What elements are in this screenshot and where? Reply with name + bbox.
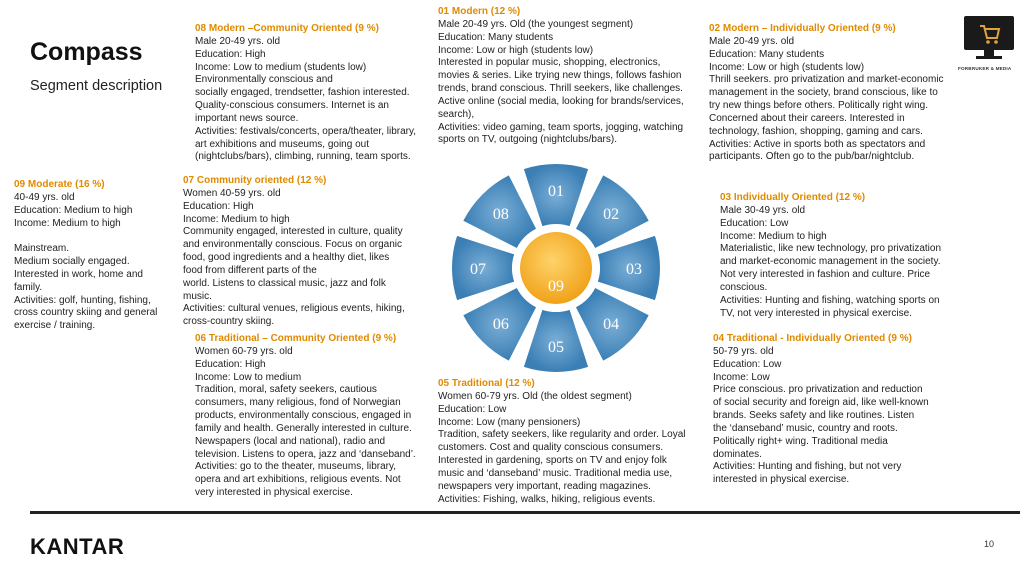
segment-line: Tradition, safety seekers, like regularity and order. Loyal xyxy=(438,429,686,441)
segment-line: newspapers very important, reading magazines. xyxy=(438,480,651,492)
segment-line: Active online (social media, looking for brands/services, xyxy=(438,95,684,107)
wheel-label-01: 01 xyxy=(548,183,564,200)
segment-line: Thrill seekers. pro privatization and market-economic xyxy=(709,74,944,86)
segment-line: Income: Low or high (students low) xyxy=(709,61,865,73)
segment-title: 09 Moderate (16 %) xyxy=(14,179,105,190)
footer-divider xyxy=(30,511,1020,514)
segment-line: 40-49 yrs. old xyxy=(14,191,75,203)
segment-line: Income: Low to medium (students low) xyxy=(195,61,367,73)
segment-line: Male 20-49 yrs. old xyxy=(195,35,281,47)
segment-line: Activities: Fishing, walks, hiking, religious events. xyxy=(438,493,656,505)
segment-01 xyxy=(438,6,684,147)
kantar-logo: KANTAR xyxy=(30,534,125,559)
segment-line: Activities: go to the theater, museums, library, xyxy=(195,461,397,473)
segment-line: Activities: festivals/concerts, opera/theater, library, xyxy=(195,125,417,137)
segment-line: Male 20-49 yrs. Old (the youngest segment) xyxy=(438,18,634,30)
segment-line: very interested in physical exercise. xyxy=(195,487,353,499)
segment-line: television. Listens to opera, jazz and ‘danseband’. xyxy=(195,448,416,460)
segment-title: 01 Modern (12 %) xyxy=(438,6,521,17)
segment-line: Tradition, moral, safety seekers, cautious xyxy=(195,384,377,396)
wheel-label-03: 03 xyxy=(626,261,642,278)
segment-line: and market-economic management in the society. xyxy=(720,256,941,268)
segment-line: music and ‘danseband’ music. Traditional media use, xyxy=(438,467,673,479)
segment-line: Activities: Active in sports both as spectators and xyxy=(709,138,926,150)
segment-title: 03 Individually Oriented (12 %) xyxy=(720,192,866,203)
segment-line: Quality-conscious consumers. Internet is an xyxy=(195,100,389,112)
segment-line: conscious. xyxy=(720,281,768,293)
segment-02 xyxy=(709,23,944,164)
segment-title: 05 Traditional (12 %) xyxy=(438,378,535,389)
segment-09 xyxy=(14,179,157,333)
segment-title: 04 Traditional - Individually Oriented (9 %) xyxy=(713,333,912,344)
segment-line: Community engaged, interested in culture, quality xyxy=(183,226,403,238)
compass-wheel xyxy=(448,160,664,376)
segment-line: Activities: cultural venues, religious events, hiking, xyxy=(183,303,405,315)
page-number: 10 xyxy=(984,539,995,549)
wheel-label-06: 06 xyxy=(492,316,509,334)
segment-line: products, environmentally conscious, engaged in xyxy=(195,410,412,422)
segment-line: TV, not very interested in physical exercise. xyxy=(720,307,912,319)
segment-line: food from different parts of the xyxy=(183,264,317,276)
segment-title: 08 Modern –Community Oriented (9 %) xyxy=(195,23,379,34)
segment-line: Price conscious. pro privatization and reduction xyxy=(713,384,923,396)
segment-line: of social security and foreign aid, like well-known xyxy=(713,397,929,409)
segment-line: Income: Medium to high xyxy=(183,213,290,225)
segment-line: Education: Medium to high xyxy=(14,204,133,216)
segment-line: Activities: Hunting and fishing, watching sports on xyxy=(720,294,940,306)
segment-03 xyxy=(720,192,941,320)
segment-line: Interested in gardening, sports on TV and enjoy folk xyxy=(438,455,667,467)
wheel-label-center: 09 xyxy=(548,278,564,295)
segment-line: Education: High xyxy=(195,48,266,60)
segment-line: search), xyxy=(438,108,475,120)
segment-line: Income: Medium to high xyxy=(14,217,121,229)
segment-line: Interested in work, home and xyxy=(14,268,143,280)
segment-line: management in the society, brand conscious, like to xyxy=(709,87,938,99)
segment-line: movies & series. Like trying new things, follows fashion xyxy=(438,70,682,82)
page-title: Compass xyxy=(30,38,143,66)
segment-line: and environmentally conscious. Focus on organic xyxy=(183,239,403,251)
segment-line: consumers, many religious, fond of Norwegian xyxy=(195,397,401,409)
segment-line: the ‘danseband’ music, country and roots. xyxy=(713,422,898,434)
segment-line: cross country skiing and general xyxy=(14,307,158,319)
segment-line: important news source. xyxy=(195,112,299,124)
wheel-label-07: 07 xyxy=(470,261,486,278)
wheel-label-08: 08 xyxy=(492,205,509,223)
segment-line: Education: High xyxy=(183,200,254,212)
segment-line: Interested in popular music, shopping, electronics, xyxy=(438,57,661,69)
segment-line: Education: High xyxy=(195,358,266,370)
segment-title: 06 Traditional – Community Oriented (9 %) xyxy=(195,333,397,344)
segment-line: interested in physical exercise. xyxy=(713,474,850,486)
segment-line: family. xyxy=(14,281,43,293)
segment-line: family and health. Generally interested in culture. xyxy=(195,422,412,434)
segment-line: Women 40-59 yrs. old xyxy=(183,187,281,199)
segment-08 xyxy=(195,23,416,164)
segment-line: Women 60-79 yrs. Old (the oldest segment) xyxy=(438,390,632,402)
segment-line: Income: Low (many pensioners) xyxy=(438,416,581,428)
segment-line: art exhibitions and museums, going out xyxy=(195,138,369,150)
segment-line: Mainstream. xyxy=(14,243,70,255)
segment-line: Income: Low or high (students low) xyxy=(438,44,594,56)
segment-06 xyxy=(195,333,416,500)
segment-line: Income: Low to medium xyxy=(195,371,302,383)
segment-line: exercise / training. xyxy=(14,320,96,332)
segment-line xyxy=(14,230,157,243)
segment-line: Activities: golf, hunting, fishing, xyxy=(14,294,151,306)
segment-line: Education: Low xyxy=(438,403,507,415)
segment-line: music. xyxy=(183,290,212,302)
segment-line: Income: Low xyxy=(713,371,770,383)
segment-line: Education: Many students xyxy=(438,31,554,43)
segment-line: try new things before others. Politically right wing. xyxy=(709,100,928,112)
segment-line: Not very interested in fashion and culture. Price xyxy=(720,269,931,281)
segment-line: (nightclubs/bars), climbing, running, team sports. xyxy=(195,151,411,163)
segment-line: trends, brand conscious. Thrill seekers, like challenges. xyxy=(438,83,683,95)
segment-line: Education: Many students xyxy=(709,48,825,60)
segment-line: Activities: video gaming, team sports, jogging, watching xyxy=(438,121,684,133)
wheel-label-04: 04 xyxy=(603,316,620,334)
segment-line: world. Listens to classical music, jazz and folk xyxy=(183,277,386,289)
segment-line: opera and art exhibitions, religious events. Not xyxy=(195,474,401,486)
segment-line: socially engaged, trendsetter, fashion interested. xyxy=(195,87,410,99)
segment-line: 50-79 yrs. old xyxy=(713,345,774,357)
brand-badge-label: FORBRUKER & MEDIA xyxy=(958,66,1012,71)
segment-line: Income: Medium to high xyxy=(720,230,827,242)
segment-line: Environmentally conscious and xyxy=(195,74,333,86)
segment-04 xyxy=(713,333,929,487)
page-subtitle: Segment description xyxy=(30,78,163,94)
wheel-label-05: 05 xyxy=(548,339,564,356)
monitor-icon xyxy=(964,16,1014,50)
segment-line: Activities: Hunting and fishing, but not very xyxy=(713,461,902,473)
segment-line: Education: Low xyxy=(713,358,782,370)
segment-line: dominates. xyxy=(713,448,762,460)
segment-line: Materialistic, like new technology, pro privatization xyxy=(720,243,942,255)
segment-title: 07 Community oriented (12 %) xyxy=(183,175,327,186)
segment-line: customers. Cost and quality conscious consumers. xyxy=(438,442,664,454)
segment-line: Politically right+ wing. Traditional media xyxy=(713,435,888,447)
segment-line: Education: Low xyxy=(720,217,789,229)
segment-line: Concerned about their careers. Interested in xyxy=(709,112,905,124)
segment-line: technology, fashion, shopping, gaming and cars. xyxy=(709,125,923,137)
segment-line: Male 20-49 yrs. old xyxy=(709,35,795,47)
segment-line: Newspapers (local and national), radio and xyxy=(195,435,386,447)
segment-line: cross-country skiing. xyxy=(183,316,275,328)
wheel-label-02: 02 xyxy=(603,205,620,223)
segment-05 xyxy=(438,378,686,506)
brand-badge xyxy=(962,10,1016,64)
segment-line: food, good ingredients and a healthy diet, likes xyxy=(183,252,390,264)
segment-line: participants. Often go to the pub/bar/nightclub. xyxy=(709,151,915,163)
segment-title: 02 Modern – Individually Oriented (9 %) xyxy=(709,23,896,34)
segment-line: brands. Seeks safety and like routines. Listen xyxy=(713,410,915,422)
segment-line: Women 60-79 yrs. old xyxy=(195,345,293,357)
segment-line: sports on TV, outgoing (nightclubs/bars). xyxy=(438,134,617,146)
segment-line: Medium socially engaged. xyxy=(14,256,130,268)
segment-07 xyxy=(183,175,405,329)
segment-line: Male 30-49 yrs. old xyxy=(720,204,806,216)
